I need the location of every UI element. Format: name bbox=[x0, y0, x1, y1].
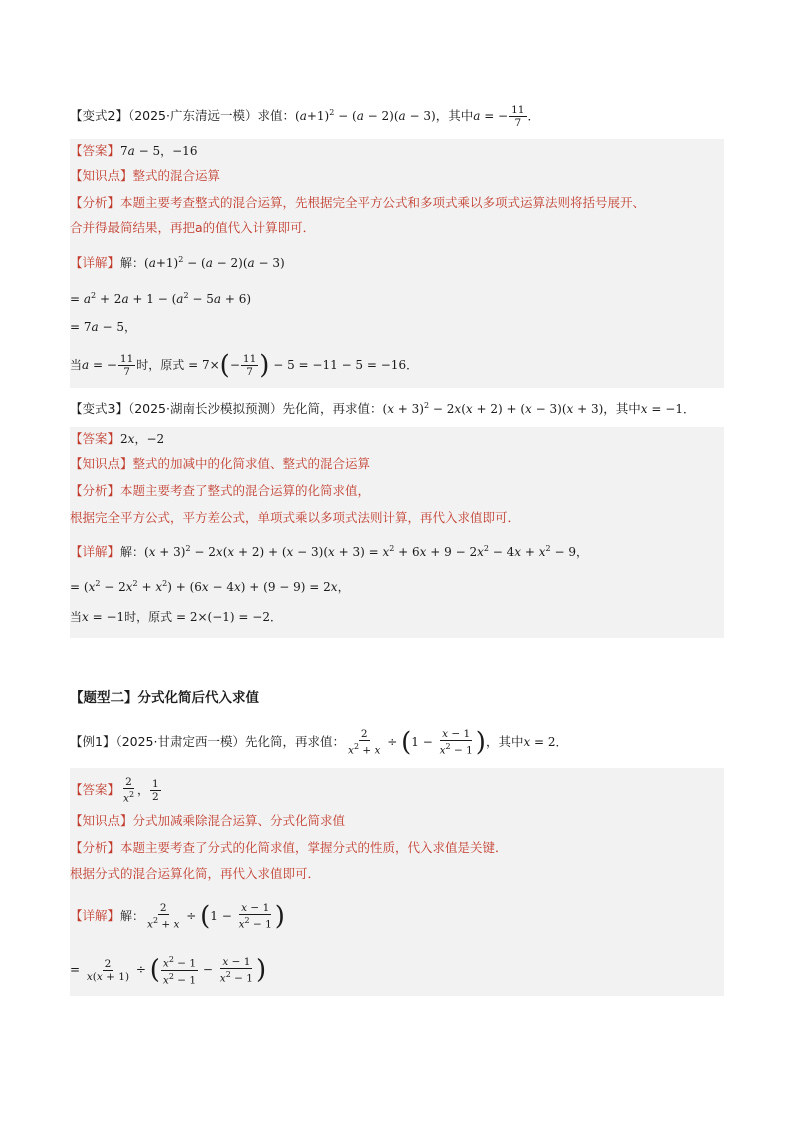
detail-label: 【详解】 bbox=[70, 907, 121, 923]
variant3-answer bbox=[70, 429, 164, 449]
example1-detail-line1 bbox=[70, 902, 285, 931]
variant2-knowledge-text: 整式的混合运算 bbox=[132, 168, 221, 183]
variant2-tag: 【变式2】 bbox=[70, 108, 128, 123]
variant3-solution-box bbox=[70, 427, 724, 638]
variant3-question-expr: $(x + 3)^2 - 2x(x + 2) + (x - 3)(x + 3)$ bbox=[382, 401, 604, 416]
example1-knowledge-point bbox=[70, 811, 345, 831]
variant2-detail-step1: 解：$(a+1)^2 - (a - 2)(a - 3)$ bbox=[120, 255, 285, 270]
variant3-question-value: x = −1． bbox=[640, 402, 695, 416]
variant2-answer-value: 7a − 5，−16 bbox=[120, 144, 198, 158]
variant3-knowledge-point bbox=[70, 454, 370, 474]
variant3-question-cond: ，其中 bbox=[603, 401, 641, 416]
variant2-detail-step4: 当a = − $\frac{11}{7}$ 时，原式 = 7×(− $\frac{11}{7}$ ) − 5 = −11 − 5 = −16． bbox=[70, 350, 419, 381]
example1-question-text: 先化简，再求值： bbox=[245, 733, 346, 749]
example1-question-cond: ，其中 bbox=[485, 733, 524, 749]
variant3-detail-step1: 解：$(x + 3)^2 - 2x(x + 2) + (x - 3)(x + 3) = x^2 + 6x + 9 - 2x^2 - 4x + x^2 - 9$， bbox=[120, 544, 588, 559]
variant2-question-expr: $(a+1)^2 - (a - 2)(a - 3)$ bbox=[295, 108, 436, 123]
variant2-question-cond: ，其中 bbox=[435, 108, 474, 123]
example1-analysis-text1: 本题主要考查了分式的化简求值，掌握分式的性质，代入求值是关键． bbox=[120, 840, 508, 855]
section-heading: 【题型二】分式化简后代入求值 bbox=[70, 690, 259, 706]
variant3-question bbox=[70, 396, 695, 419]
answer-label: 【答案】 bbox=[70, 781, 121, 797]
variant3-detail-step2: = $(x^2 - 2x^2 + x^2) + (6x - 4x) + (9 - 9) = 2x$， bbox=[70, 579, 350, 594]
variant2-solution-box bbox=[70, 139, 724, 388]
example1-answer bbox=[70, 776, 162, 805]
variant2-analysis-text1: 本题主要考查整式的混合运算，先根据完全平方公式和多项式乘以多项式运算法则将括号展开、 bbox=[120, 195, 646, 210]
variant3-detail-line1 bbox=[70, 539, 588, 562]
variant2-detail-line1 bbox=[70, 250, 285, 273]
example1-answer-value: $\frac{2}{x^2}$ ， $\frac{1}{2}$ bbox=[123, 776, 159, 805]
example1-solution-box bbox=[70, 768, 724, 996]
variant2-answer bbox=[70, 141, 197, 161]
example1-analysis-line1 bbox=[70, 838, 508, 858]
variant3-question-text: 先化简，再求值： bbox=[282, 401, 383, 416]
example1-tag: 【例1】 bbox=[70, 733, 116, 749]
example1-source: （2025·甘肃定西一模） bbox=[115, 733, 245, 749]
detail-label: 【详解】 bbox=[70, 544, 121, 559]
detail-label: 【详解】 bbox=[70, 255, 121, 270]
variant3-answer-value: 2x，−2 bbox=[120, 432, 165, 446]
example1-question-value: x = 2． bbox=[523, 734, 568, 749]
knowledge-label: 【知识点】 bbox=[70, 168, 133, 183]
example1-question bbox=[70, 728, 568, 757]
variant3-detail-step3: 当x = −1时，原式 = 2×(−1) = −2． bbox=[70, 610, 282, 624]
example1-analysis-line2: 根据分式的混合运算化简，再代入求值即可． bbox=[70, 866, 321, 881]
variant2-question bbox=[70, 103, 540, 129]
example1-question-expr: $\frac{2}{x^2 + x}$ ÷ (1 − $\frac{x - 1}{x^2 - 1}$ ) bbox=[348, 727, 486, 758]
variant2-knowledge-point bbox=[70, 166, 220, 186]
analysis-label: 【分析】 bbox=[70, 840, 121, 855]
variant3-source: （2025·湖南长沙模拟预测） bbox=[127, 401, 283, 416]
example1-detail-step2: = $\frac{2}{x(x + 1)}$ ÷ ( $\frac{x^2 - 1}{x^2 - 1}$ − $\frac{x - 1}{x^2 - 1}$ ) bbox=[70, 955, 267, 986]
variant3-knowledge-text: 整式的加减中的化简求值、整式的混合运算 bbox=[132, 456, 371, 471]
variant2-detail-step3: = 7a − 5， bbox=[70, 320, 136, 334]
knowledge-label: 【知识点】 bbox=[70, 456, 133, 471]
variant2-analysis-line1 bbox=[70, 193, 645, 213]
knowledge-label: 【知识点】 bbox=[70, 813, 133, 828]
variant2-question-value: a = − $\frac{11}{7}$ ． bbox=[473, 104, 540, 129]
variant2-detail-step2: = $a^2 + 2a + 1 - (a^2 - 5a + 6)$ bbox=[70, 291, 252, 306]
example1-detail-step1: 解： $\frac{2}{x^2 + x}$ ÷ (1 − $\frac{x - 1}{x^2 - 1}$ ) bbox=[120, 901, 285, 932]
variant3-analysis-line1 bbox=[70, 481, 370, 501]
example1-knowledge-text: 分式加减乘除混合运算、分式化简求值 bbox=[132, 813, 346, 828]
analysis-label: 【分析】 bbox=[70, 483, 121, 498]
variant2-question-text: 求值： bbox=[257, 108, 296, 123]
variant2-source: （2025·广东清远一模） bbox=[127, 108, 258, 123]
analysis-label: 【分析】 bbox=[70, 195, 121, 210]
variant3-analysis-text1: 本题主要考查了整式的混合运算的化简求值， bbox=[120, 483, 371, 498]
answer-label: 【答案】 bbox=[70, 143, 121, 158]
variant3-analysis-line2: 根据完全平方公式，平方差公式，单项式乘以多项式法则计算，再代入求值即可． bbox=[70, 510, 521, 525]
variant2-analysis-line2: 合并得最简结果，再把a的值代入计算即可． bbox=[70, 220, 316, 235]
variant3-tag: 【变式3】 bbox=[70, 401, 128, 416]
answer-label: 【答案】 bbox=[70, 431, 121, 446]
